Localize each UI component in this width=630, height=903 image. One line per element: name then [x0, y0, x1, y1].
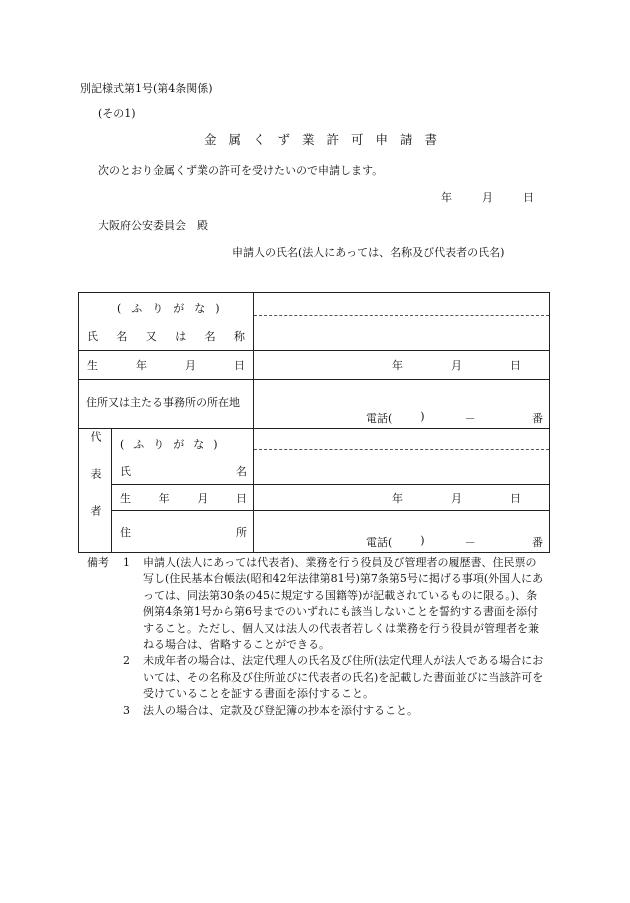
form-number: 別記様式第1号(第4条関係) — [80, 82, 213, 95]
intro-text: 次のとおり金属くず業の許可を受けたいので申請します。 — [98, 164, 384, 177]
applicant-line: 申請人の氏名(法人にあっては、名称及び代表者の氏名) — [232, 246, 505, 259]
month-label: 月 — [451, 359, 462, 372]
year-label: 年 — [392, 491, 403, 505]
rep-col-text: 代表者 — [89, 431, 102, 542]
tel-dash: － — [464, 412, 476, 425]
note-item-1 — [87, 555, 547, 653]
note-number: 1 — [123, 556, 130, 569]
furigana-divider — [254, 315, 549, 316]
note-text: 法人の場合は、定款及び登記簿の抄本を添付すること。 — [143, 703, 418, 717]
rep-name-input-cell[interactable] — [254, 429, 550, 485]
birthdate-input-cell[interactable] — [254, 351, 550, 380]
table-row — [79, 485, 550, 511]
application-table — [78, 292, 550, 553]
date-day: 日 — [523, 191, 534, 204]
rep-address-input-cell[interactable] — [254, 511, 550, 553]
table-row — [79, 351, 550, 380]
rep-name-label: 氏名 — [120, 465, 247, 478]
page-title: 金属くず業許可申請書 — [204, 132, 450, 147]
birthdate-label-cell — [79, 351, 254, 380]
telephone-line — [366, 410, 543, 426]
table-row — [79, 293, 550, 351]
sub-number: (その1) — [98, 107, 136, 120]
notes-label: 備考 — [87, 556, 109, 569]
rep-birthdate-ymd — [254, 490, 549, 506]
day-label: 日 — [510, 491, 521, 505]
rep-name-label-cell — [112, 429, 254, 485]
rep-birthdate-input-cell[interactable] — [254, 485, 550, 511]
address-label-cell — [79, 380, 254, 429]
name-label-cell — [79, 293, 254, 351]
furigana-label: (ふりがな) — [117, 302, 230, 315]
name-or-title-label: 氏名又は名称 — [87, 330, 245, 343]
tel-ban: 番 — [532, 412, 543, 425]
day-label: 日 — [510, 359, 521, 372]
year-label: 年 — [392, 359, 403, 372]
tel-paren: ) — [420, 534, 425, 547]
rep-birthdate-label: 生年月日 — [120, 491, 247, 505]
tel-dash: － — [464, 536, 476, 549]
name-input-cell[interactable] — [254, 293, 550, 351]
note-text: 申請人(法人にあっては代表者)、業務を行う役員及び管理者の履歴書、住民票の写し(住民基本台帳法(昭和42年法律第81号)第7条第5号に掲げる事項(外国人にあっては、同法第30条の45に規定する国籍等)が記載されているものに限る。)、条例第4条第1号から第6号までのいずれにも該当しないことを誓約する書面を添付すること。ただし、個人又は法人の代表者若しくは業務を行う役員が管理者を兼ねる場合は、省略することができる。 — [143, 556, 544, 652]
addressee: 大阪府公安委員会 殿 — [98, 219, 208, 232]
rep-address-label: 住所 — [120, 525, 247, 539]
rep-furigana-divider — [254, 449, 549, 450]
table-row — [79, 380, 550, 429]
table-row — [79, 429, 550, 485]
note-item-3 — [87, 703, 547, 719]
birthdate-label: 生年月日 — [87, 359, 245, 372]
birthdate-ymd — [254, 357, 549, 373]
date-year: 年 — [441, 191, 452, 204]
rep-furigana-label: (ふりがな) — [120, 438, 227, 451]
rep-birthdate-label-cell — [112, 485, 254, 511]
date-month: 月 — [482, 191, 493, 204]
table-row — [79, 511, 550, 553]
address-input-cell[interactable] — [254, 380, 550, 429]
tel-label: 電話( — [366, 536, 393, 549]
address-label: 住所又は主たる事務所の所在地 — [86, 396, 240, 409]
note-number: 3 — [123, 703, 130, 717]
note-text: 未成年者の場合は、法定代理人の氏名及び住所(法定代理人が法人である場合においては、その名称及び住所並びに代表者の氏名)を記載した書面並びに当該許可を受けていることを証する書面を添付すること。 — [143, 654, 544, 701]
note-item-2 — [87, 653, 547, 702]
rep-telephone-line — [366, 534, 543, 550]
tel-label: 電話( — [366, 412, 393, 425]
notes-section — [87, 555, 547, 719]
note-number: 2 — [123, 654, 130, 668]
month-label: 月 — [451, 491, 462, 505]
rep-address-label-cell — [112, 511, 254, 553]
representative-column — [79, 429, 112, 553]
tel-ban: 番 — [532, 536, 543, 549]
representative-vertical-label — [79, 429, 111, 549]
submission-date — [441, 189, 534, 205]
tel-paren: ) — [420, 410, 425, 423]
